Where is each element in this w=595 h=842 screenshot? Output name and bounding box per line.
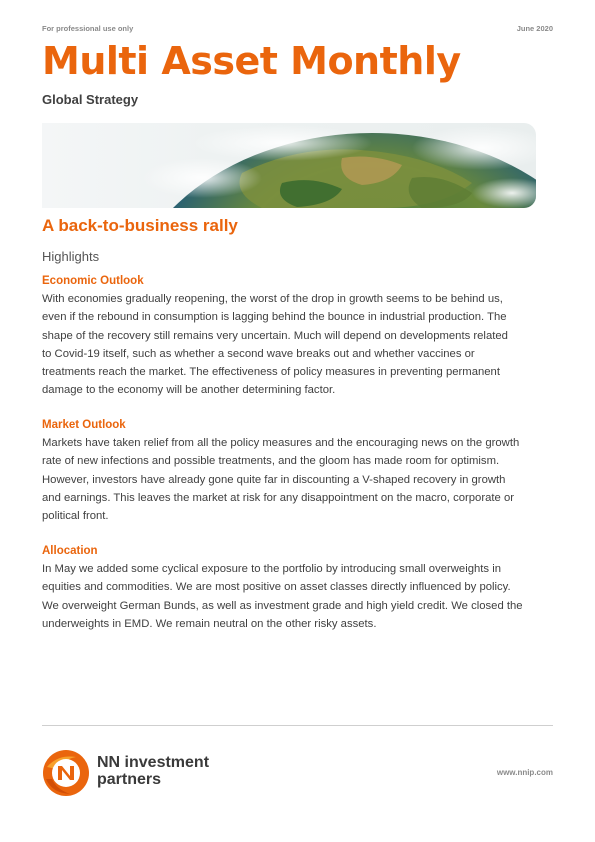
section-allocation bbox=[42, 545, 554, 633]
body-line: underweights in EMD. We remain neutral on the other risky assets. bbox=[42, 617, 377, 630]
brand-line: NN investment bbox=[97, 754, 210, 771]
publication-date: June 2020 bbox=[516, 24, 553, 33]
body-line: In May we added some cyclical exposure to the portfolio by introducing small overweights in bbox=[42, 563, 502, 575]
body-line: even if the rebound in consumption is lagging behind the bounce in industrial production. The bbox=[42, 311, 507, 324]
section-economic-outlook bbox=[42, 275, 554, 400]
brand-line: partners bbox=[97, 771, 162, 788]
body-line: rate of new infections and possible treatments, and the gloom has made room for optimism. bbox=[42, 455, 500, 468]
section-heading: Market Outlook bbox=[42, 419, 126, 431]
highlights-heading: Highlights bbox=[42, 249, 100, 264]
body-line: Markets have taken relief from all the policy measures and the encouraging news on the growth bbox=[42, 437, 520, 449]
section-market-outlook bbox=[42, 419, 554, 525]
body-line: damage to the economy will be another determining factor. bbox=[42, 384, 336, 397]
body-line: However, investors have already gone quite far in discounting a V-shaped recovery in growth bbox=[42, 473, 506, 486]
body-line: and earnings. This leaves the market at risk for any disappointment on the macro, corporate or bbox=[42, 491, 514, 504]
section-heading: Economic Outlook bbox=[42, 275, 144, 287]
section-body bbox=[42, 560, 554, 633]
body-line: treatments reach the market. The effectiveness of policy measures in preventing permanent bbox=[42, 366, 500, 379]
nn-logo-icon bbox=[42, 749, 90, 797]
section-heading: Allocation bbox=[42, 545, 98, 557]
body-line: We overweight German Bunds, as well as investment grade and high yield credit. We closed the bbox=[42, 599, 523, 612]
section-body bbox=[42, 290, 554, 400]
report-subtitle: Global Strategy bbox=[42, 92, 139, 107]
body-line: equities and commodities. We are most positive on asset classes directly influenced by policy. bbox=[42, 581, 511, 594]
earth-banner-image bbox=[42, 123, 536, 208]
body-line: to Covid-19 itself, such as whether a second wave breaks out and whether vaccines or bbox=[42, 347, 475, 360]
article-headline: A back-to-business rally bbox=[42, 216, 238, 235]
website-url: www.nnip.com bbox=[496, 768, 553, 777]
brand-name bbox=[97, 754, 209, 788]
report-title: Multi Asset Monthly bbox=[42, 39, 461, 83]
audience-note: For professional use only bbox=[42, 24, 134, 33]
body-line: With economies gradually reopening, the worst of the drop in growth seems to be behind us, bbox=[42, 293, 503, 305]
footer-divider bbox=[42, 725, 553, 726]
body-line: shape of the recovery still remains very uncertain. Much will depend on developments related bbox=[42, 329, 508, 342]
section-body bbox=[42, 434, 554, 525]
body-line: political front. bbox=[42, 510, 109, 523]
